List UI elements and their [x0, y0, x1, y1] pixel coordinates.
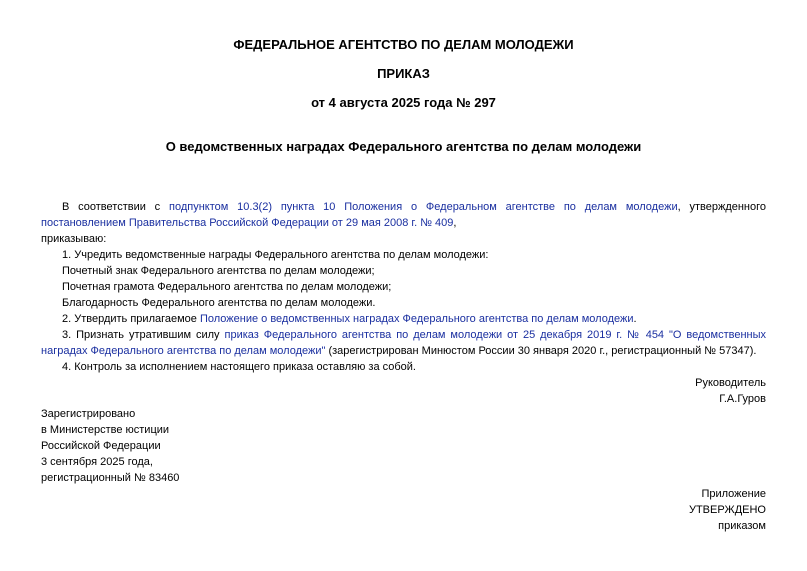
item-3-end: (зарегистрирован Минюстом России 30 января 2020 г., регистрационный № 57347). — [325, 345, 757, 357]
link-regulation-subclause[interactable]: подпунктом 10.3(2) пункта 10 Положения о Федеральном агентстве по делам молодежи — [169, 201, 678, 213]
award-item-1: Почетный знак Федерального агентства по делам молодежи; — [62, 265, 375, 277]
order-word: приказываю: — [41, 233, 107, 245]
signature-position: Руководитель — [695, 377, 766, 389]
registration-number: регистрационный № 83460 — [41, 472, 180, 484]
preamble — [41, 199, 766, 231]
document-type: ПРИКАЗ — [377, 66, 430, 81]
registration-line-3: Российской Федерации — [41, 440, 161, 452]
item-3-text: 3. Признать утратившим силу — [62, 329, 225, 341]
preamble-text-1: В соответствии с — [62, 201, 170, 213]
link-government-decree[interactable]: постановлением Правительства Российской Федерации от 29 мая 2008 г. № 409 — [41, 217, 454, 229]
preamble-text-2: , утвержденного — [677, 201, 767, 213]
award-item-3: Благодарность Федерального агентства по делам молодежи. — [62, 297, 376, 309]
award-item-2: Почетная грамота Федерального агентства по делам молодежи; — [62, 281, 392, 293]
item-3 — [41, 327, 766, 359]
by-order-label: приказом — [718, 520, 766, 532]
approved-label: УТВЕРЖДЕНО — [688, 504, 766, 516]
agency-name: ФЕДЕРАЛЬНОЕ АГЕНТСТВО ПО ДЕЛАМ МОЛОДЕЖИ — [233, 37, 574, 52]
item-2-end: . — [633, 313, 637, 325]
document-title: О ведомственных наградах Федерального агентства по делам молодежи — [165, 139, 642, 154]
item-4: 4. Контроль за исполнением настоящего приказа оставляю за собой. — [62, 361, 416, 373]
signature-name: Г.А.Гуров — [719, 393, 766, 405]
link-awards-regulation[interactable]: Положение о ведомственных наградах Федерального агентства по делам молодежи — [199, 313, 634, 325]
registration-line-2: в Министерстве юстиции — [41, 424, 170, 436]
registration-line-1: Зарегистрировано — [41, 408, 136, 420]
link-repealed-order[interactable]: приказ Федерального агентства по делам молодежи от 25 декабря 2019 г. № 454 "О ведомственных наградах Федерального агентства по делам молодежи" — [41, 329, 767, 357]
date-number: от 4 августа 2025 года № 297 — [311, 95, 496, 110]
preamble-text-3: , — [453, 217, 457, 229]
item-2 — [41, 311, 766, 327]
appendix-label: Приложение — [701, 488, 766, 500]
item-1: 1. Учредить ведомственные награды Федерального агентства по делам молодежи: — [62, 249, 489, 261]
registration-date: 3 сентября 2025 года, — [41, 456, 153, 468]
item-2-text: 2. Утвердить прилагаемое — [62, 313, 200, 325]
